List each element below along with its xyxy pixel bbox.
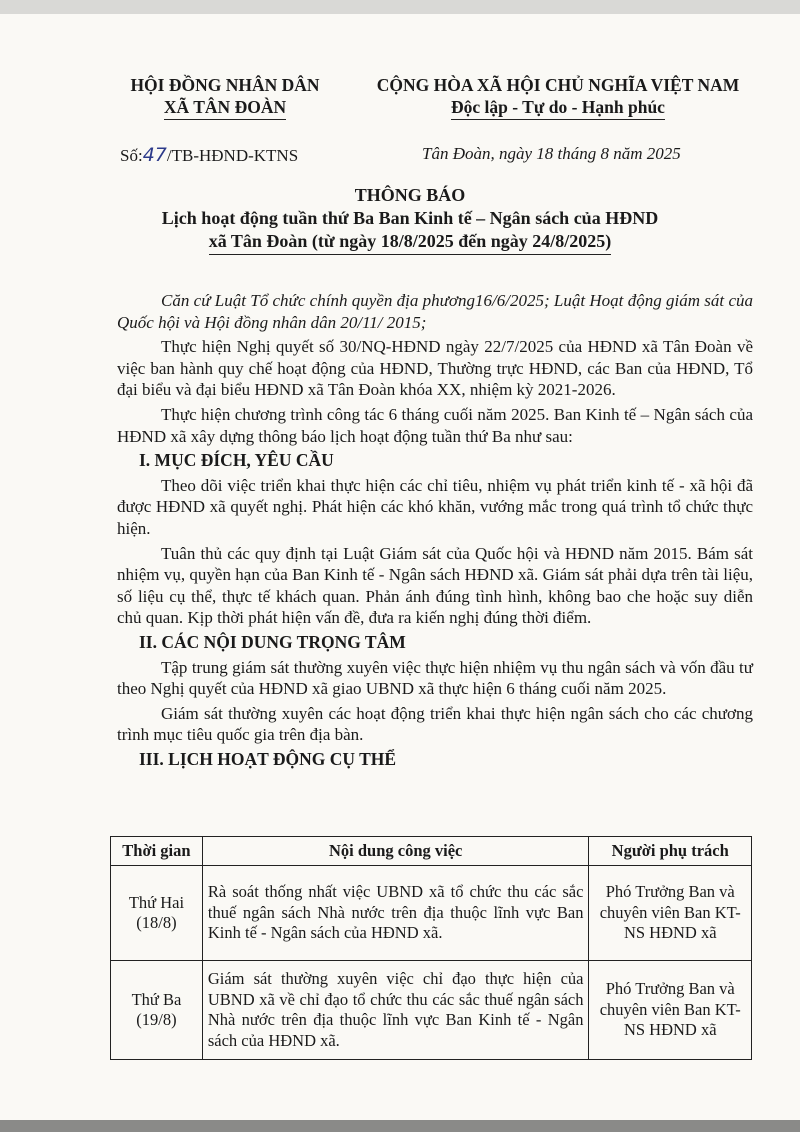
row-time <box>111 961 203 1060</box>
document-number <box>120 144 298 166</box>
scan-edge-top <box>0 0 800 14</box>
row-owner: Phó Trưởng Ban và chuyên viên Ban KT-NS HĐND xã <box>589 866 752 961</box>
row-time <box>111 866 203 961</box>
table-row <box>111 961 752 1060</box>
issuing-organization <box>110 74 340 120</box>
scan-edge-bottom <box>0 1120 800 1132</box>
header-owner: Người phụ trách <box>589 837 752 866</box>
title-sub-2: xã Tân Đoàn (từ ngày 18/8/2025 đến ngày 24/8/2025) <box>209 230 612 255</box>
table-row <box>111 866 752 961</box>
purpose-paragraph-1: Theo dõi việc triển khai thực hiện các chỉ tiêu, nhiệm vụ phát triển kinh tế - xã hội đã được HĐND xã quyết nghị. Phát hiện các khó khăn, vướng mắc trong quá trình tổ chức thực hiện. <box>117 475 753 538</box>
row-content: Rà soát thống nhất việc UBND xã tổ chức thu các sắc thuế ngân sách Nhà nước trên địa thuộc lĩnh vực Ban Kinh tế - Ngân sách của HĐND xã. <box>202 866 589 961</box>
document-body <box>117 290 753 773</box>
section-heading-1: I. MỤC ĐÍCH, YÊU CẦU <box>139 450 334 471</box>
title-sub-1: Lịch hoạt động tuần thứ Ba Ban Kinh tế – Ngân sách của HĐND <box>161 208 659 228</box>
org-line-2: XÃ TÂN ĐOÀN <box>164 96 286 120</box>
doc-number-handwritten: 47 <box>142 144 167 166</box>
document-title <box>100 184 720 255</box>
section-heading-2: II. CÁC NỘI DUNG TRỌNG TÂM <box>139 631 406 652</box>
resolution-paragraph: Thực hiện Nghị quyết số 30/NQ-HĐND ngày 22/7/2025 của HĐND xã Tân Đoàn về việc ban hành quy chế hoạt động của HĐND, Thường trực HĐND, các Ban của HĐND, Tổ đại biểu và đại biểu HĐND xã Tân Đoàn khóa XX, nhiệm kỳ 2021-2026. <box>117 337 753 400</box>
doc-number-suffix: /TB-HĐND-KTNS <box>166 146 299 165</box>
schedule-table <box>110 836 752 1060</box>
header-time: Thời gian <box>111 837 203 866</box>
nation-motto: Độc lập - Tự do - Hạnh phúc <box>451 96 665 120</box>
focus-paragraph-1: Tập trung giám sát thường xuyên việc thực hiện nhiệm vụ thu ngân sách và vốn đầu tư theo Nghị quyết của HĐND xã giao UBND xã thực hiện 6 tháng cuối năm 2025. <box>117 657 753 699</box>
legal-basis-paragraph: Căn cứ Luật Tổ chức chính quyền địa phương16/6/2025; Luật Hoạt động giám sát của Quốc hội và Hội đồng nhân dân 20/11/ 2015; <box>117 291 753 332</box>
national-heading <box>358 74 758 120</box>
row-day: Thứ Ba <box>131 989 182 1009</box>
title-main: THÔNG BÁO <box>354 185 466 205</box>
row-date: (18/8) <box>136 913 177 932</box>
org-line-1: HỘI ĐỒNG NHÂN DÂN <box>130 75 320 95</box>
row-day: Thứ Hai <box>128 892 185 912</box>
purpose-paragraph-2: Tuân thủ các quy định tại Luật Giám sát của Quốc hội và HĐND năm 2015. Bám sát nhiệm vụ, quyền hạn của Ban Kinh tế - Ngân sách HĐND xã. Giám sát phải dựa trên tài liệu, số liệu cụ thể, thực tế khách quan. Phản ánh đúng tình hình, không bao che hoặc suy diễn chủ quan. Kịp thời phát hiện vấn đề, đưa ra kiến nghị đúng thời điểm. <box>117 543 753 628</box>
date-line: Tân Đoàn, ngày 18 tháng 8 năm 2025 <box>422 144 681 163</box>
table-header-row <box>111 837 752 866</box>
row-content: Giám sát thường xuyên việc chỉ đạo thực hiện của UBND xã về chỉ đạo tổ chức thu các sắc thuế ngân sách Nhà nước trên địa thuộc lĩnh vực Ban Kinh tế - Ngân sách của HĐND xã. <box>202 961 589 1060</box>
program-paragraph: Thực hiện chương trình công tác 6 tháng cuối năm 2025. Ban Kinh tế – Ngân sách của HĐND xã xây dựng thông báo lịch hoạt động tuần thứ Ba như sau: <box>117 404 753 446</box>
section-heading-3: III. LỊCH HOẠT ĐỘNG CỤ THỂ <box>139 748 397 769</box>
header-content: Nội dung công việc <box>202 837 589 866</box>
nation-line-1: CỘNG HÒA XÃ HỘI CHỦ NGHĨA VIỆT NAM <box>376 75 740 95</box>
row-owner: Phó Trưởng Ban và chuyên viên Ban KT-NS HĐND xã <box>589 961 752 1060</box>
focus-paragraph-2: Giám sát thường xuyên các hoạt động triển khai thực hiện ngân sách cho các chương trình mục tiêu quốc gia trên địa bàn. <box>117 703 753 745</box>
doc-number-prefix: Số: <box>120 146 143 165</box>
row-date: (19/8) <box>136 1010 177 1029</box>
